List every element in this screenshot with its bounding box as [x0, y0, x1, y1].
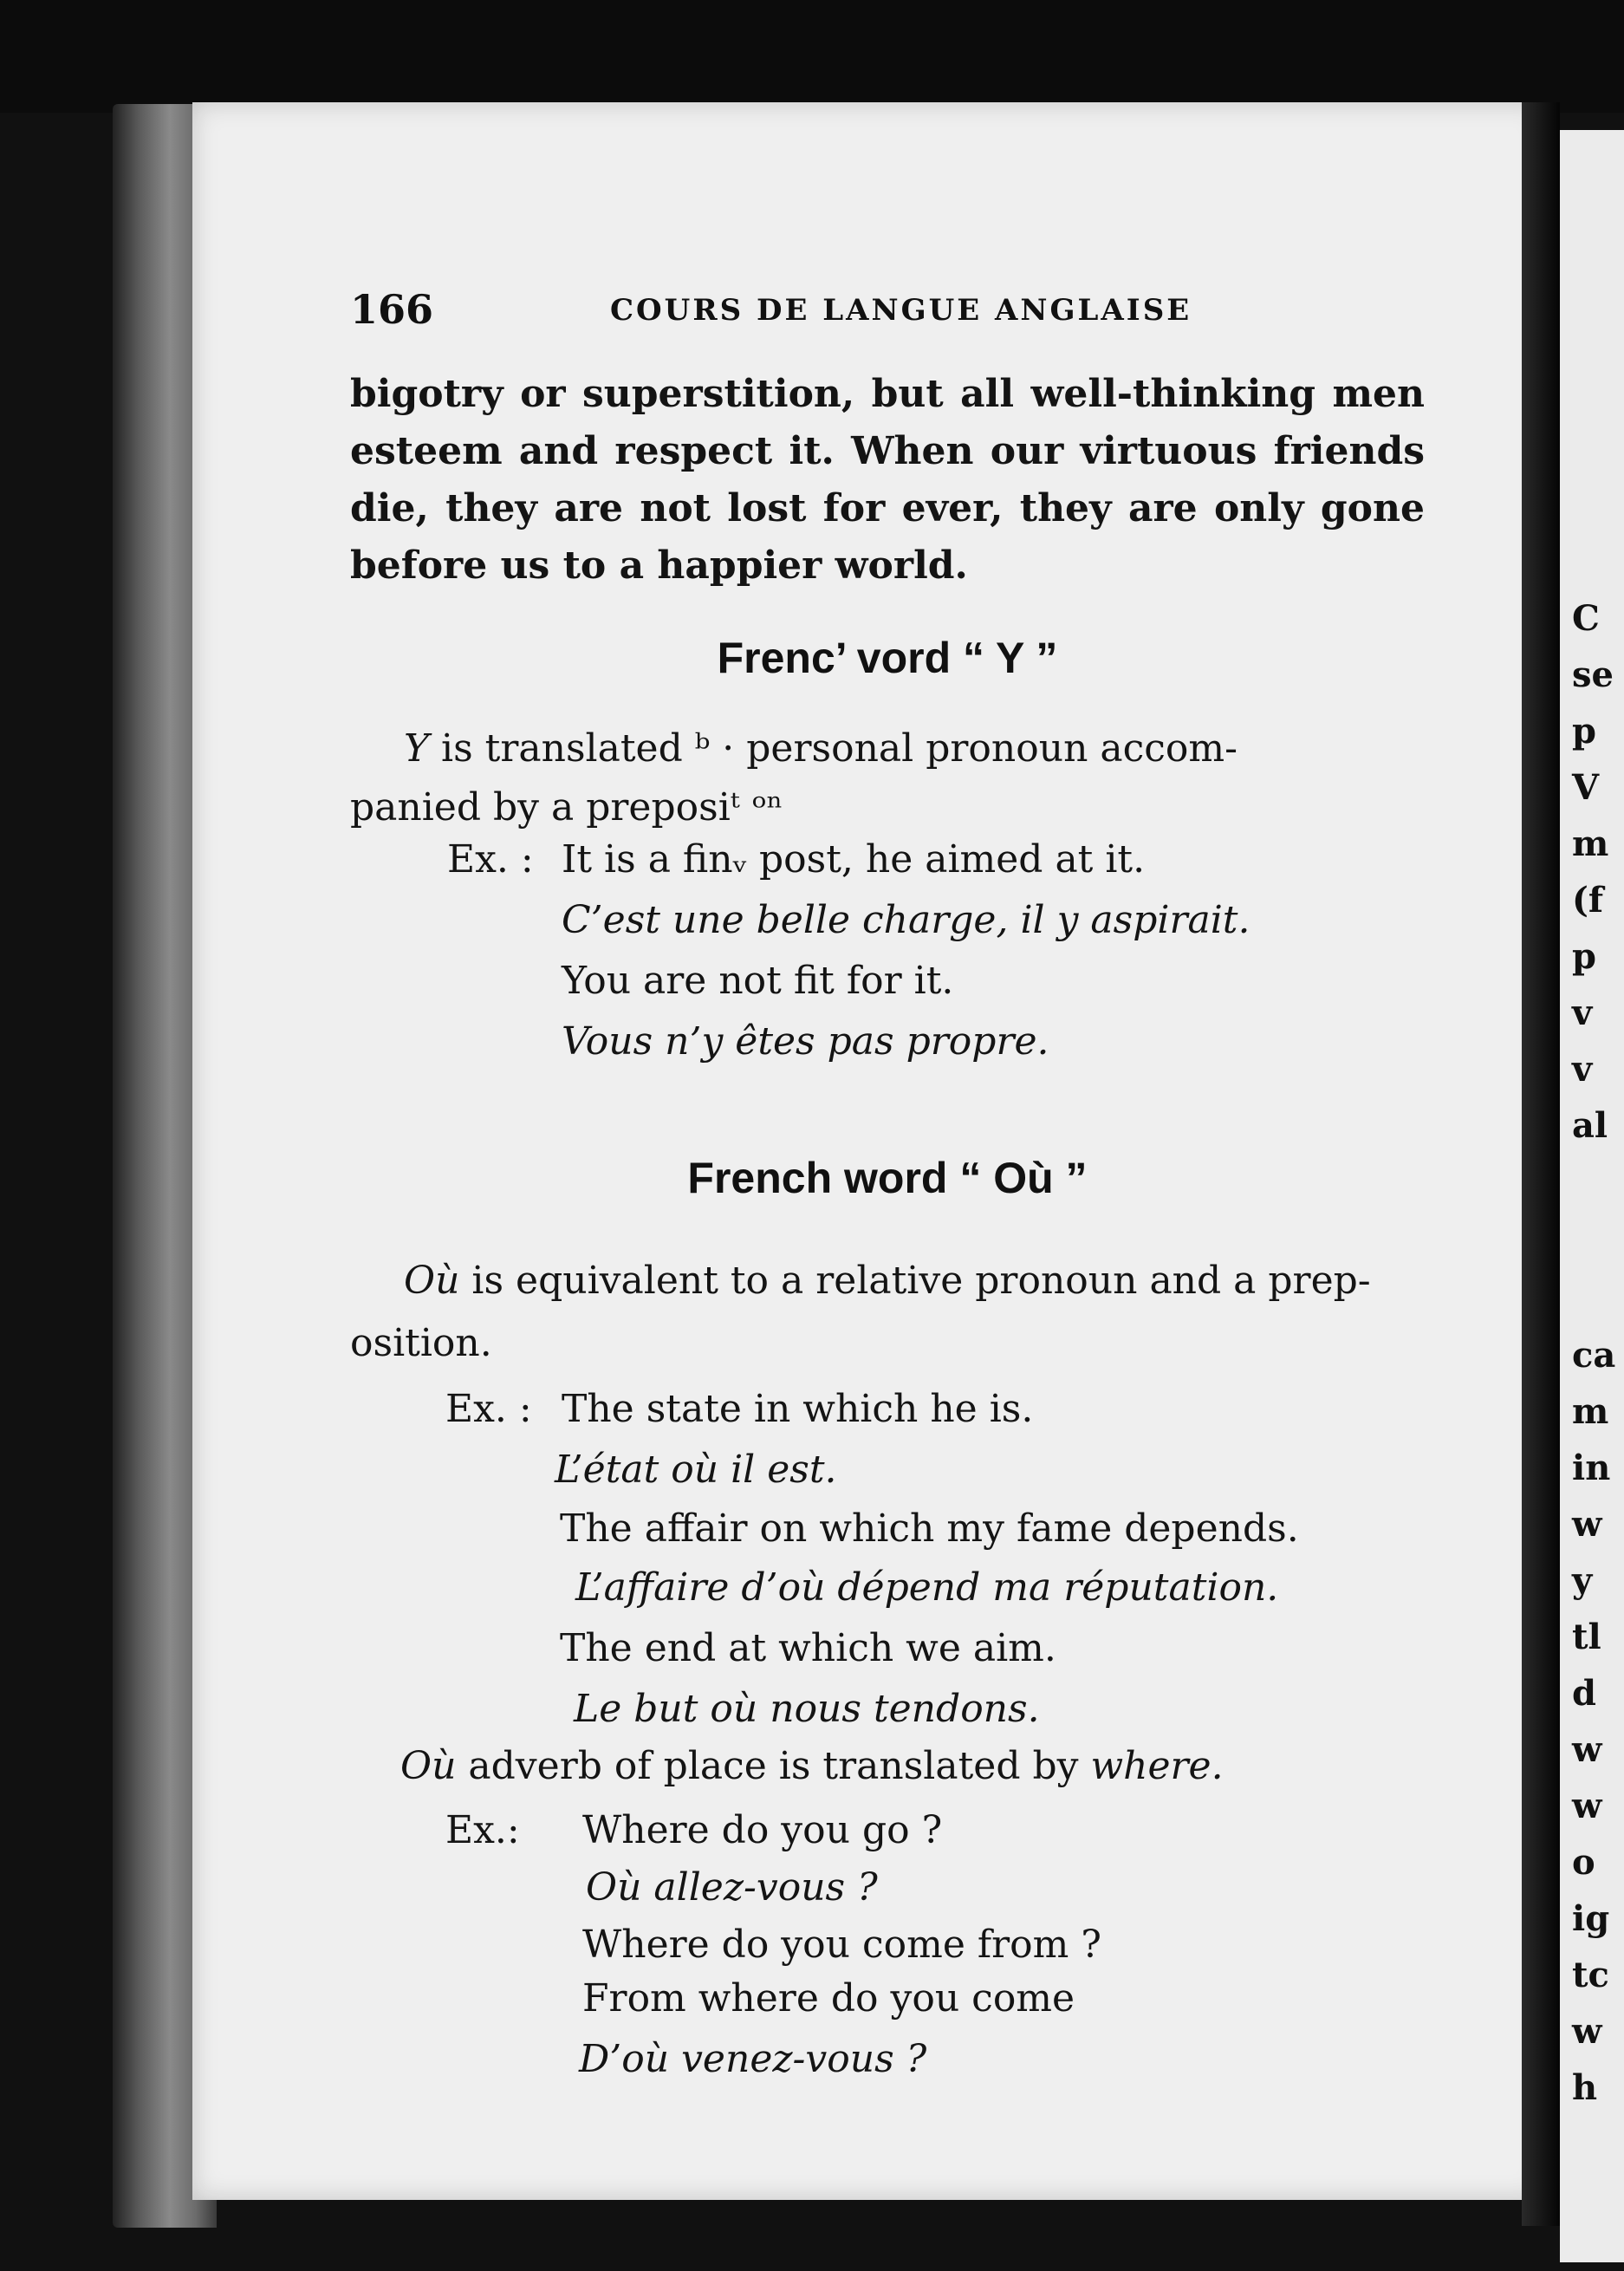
ou-example2-line: Where do you go ? — [582, 1808, 943, 1852]
next-page-text: m — [1572, 1391, 1609, 1432]
next-page-text: in — [1572, 1448, 1611, 1488]
y-intro-term: Y — [404, 726, 430, 771]
ou-example-line: The state in which he is. — [562, 1387, 1034, 1431]
next-page-text: al — [1572, 1105, 1608, 1146]
ou-example2-line: Where do you come from ? — [582, 1923, 1101, 1967]
next-page-text: w — [1572, 1504, 1602, 1545]
next-page-text: C — [1572, 598, 1600, 639]
next-page-text: w — [1572, 1729, 1602, 1770]
y-example-label: Ex. : — [447, 837, 534, 882]
book-gutter — [1522, 102, 1560, 2226]
next-page-text: ca — [1572, 1335, 1616, 1376]
ou-adverb-line — [400, 1744, 1224, 1788]
y-intro-line-2: panied by a preposiᵗ ᵒⁿ — [350, 785, 783, 830]
ou-example2-line: Où allez-vous ? — [586, 1865, 878, 1910]
ou-example-label-2: Ex.: — [445, 1808, 520, 1852]
paragraph-line: die, they are not lost for ever, they are only gone — [350, 486, 1425, 530]
ou-adverb-word: where. — [1090, 1744, 1224, 1788]
next-page-text: y — [1572, 1560, 1593, 1601]
ou-example2-line: From where do you come — [582, 1976, 1075, 2020]
scan-background — [0, 0, 1624, 113]
next-page-text: h — [1572, 2067, 1598, 2108]
ou-example-label: Ex. : — [445, 1387, 532, 1431]
ou-example-line: The affair on which my fame depends. — [560, 1506, 1299, 1551]
paragraph-line: esteem and respect it. When our virtuous friends — [350, 429, 1425, 473]
y-example-line: It is a finᵥ post, he aimed at it. — [562, 837, 1146, 882]
section-heading-ou: French word “ Où ” — [687, 1154, 1088, 1202]
page-number: 166 — [350, 286, 434, 333]
paragraph-line: bigotry or superstition, but all well-thinking men — [350, 372, 1425, 416]
next-page-text: d — [1572, 1673, 1596, 1714]
next-page-text: v — [1572, 1049, 1593, 1090]
y-example-line: C’est une belle charge, il y aspirait. — [562, 898, 1250, 942]
paragraph-line: before us to a happier world. — [350, 543, 968, 588]
y-intro-line-1 — [404, 726, 1237, 771]
ou-adverb-term: Où — [400, 1744, 457, 1788]
ou-intro-term: Où — [404, 1259, 460, 1303]
next-page-text: o — [1572, 1842, 1595, 1883]
ou-intro-line-1 — [404, 1259, 1371, 1303]
next-page-text: V — [1572, 767, 1600, 808]
next-page-text: (f — [1572, 880, 1604, 921]
next-page-text: tl — [1572, 1617, 1601, 1657]
page-header — [350, 286, 1425, 338]
y-example-line: You are not fit for it. — [562, 959, 954, 1003]
opening-paragraph — [350, 366, 1425, 595]
next-page-text: w — [1572, 2011, 1602, 2052]
next-page-text: ig — [1572, 1898, 1610, 1939]
next-page-text: m — [1572, 823, 1609, 864]
ou-example-line: L’état où il est. — [555, 1448, 837, 1492]
ou-intro-line-2: osition. — [350, 1321, 492, 1365]
ou-example-line: L’affaire d’où dépend ma réputation. — [575, 1565, 1279, 1610]
next-page-text: p — [1572, 936, 1596, 977]
ou-example2-line: D’où venez-vous ? — [579, 2037, 927, 2081]
running-head: COURS DE LANGUE ANGLAISE — [610, 293, 1192, 328]
next-page-fragment — [1560, 130, 1624, 2262]
ou-intro-text: is equivalent to a relative pronoun and a prep- — [459, 1259, 1371, 1303]
section-heading-y: Frenc’ vord “ Y ” — [717, 634, 1058, 682]
next-page-text: se — [1572, 654, 1614, 695]
next-page-text: w — [1572, 1786, 1602, 1826]
y-example-line: Vous n’y êtes pas propre. — [562, 1019, 1049, 1064]
ou-example-line: The end at which we aim. — [560, 1626, 1056, 1670]
next-page-text: v — [1572, 992, 1593, 1033]
y-intro-text: is translated ᵇ · personal pronoun accom- — [429, 726, 1237, 771]
ou-adverb-text: adverb of place is translated by — [456, 1744, 1091, 1788]
next-page-text: tc — [1572, 1955, 1609, 1995]
ou-example-line: Le but où nous tendons. — [574, 1687, 1040, 1731]
next-page-text: p — [1572, 711, 1596, 752]
